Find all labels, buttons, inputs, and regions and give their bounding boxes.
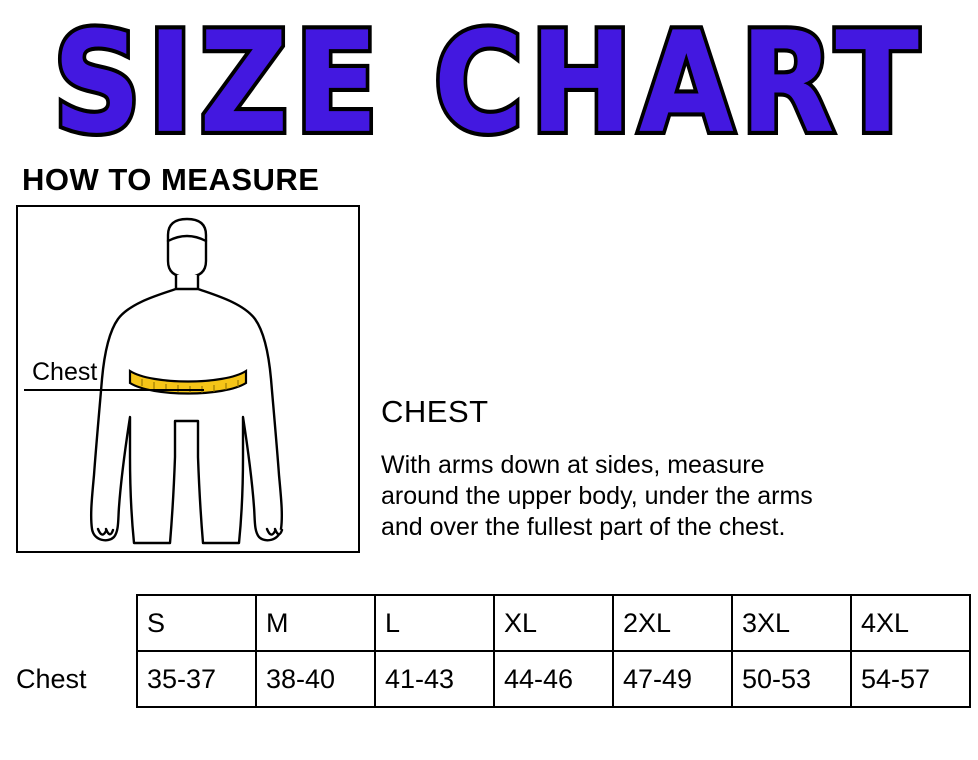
column-header-4xl: 4XL	[851, 595, 970, 651]
measurement-description-body	[381, 450, 973, 543]
chest-label: Chest	[32, 358, 98, 386]
column-header-l: L	[375, 595, 494, 651]
cell-chest-4xl: 54-57	[851, 651, 970, 707]
measurement-description-heading: CHEST	[381, 394, 489, 429]
column-header-3xl: 3XL	[732, 595, 851, 651]
description-line-3: and over the fullest part of the chest.	[381, 513, 786, 541]
row-header-chest: Chest	[16, 663, 87, 694]
table-header-row	[8, 595, 970, 651]
cell-chest-3xl: 50-53	[732, 651, 851, 707]
cell-chest-s: 35-37	[137, 651, 256, 707]
how-to-measure-heading: HOW TO MEASURE	[22, 162, 320, 197]
column-header-m: M	[256, 595, 375, 651]
cell-chest-l: 41-43	[375, 651, 494, 707]
description-line-2: around the upper body, under the arms	[381, 482, 813, 510]
cell-chest-xl: 44-46	[494, 651, 613, 707]
column-header-xl: XL	[494, 595, 613, 651]
size-chart-table	[8, 594, 971, 708]
page-title: SIZE CHART	[52, 1, 926, 164]
cell-chest-m: 38-40	[256, 651, 375, 707]
cell-chest-2xl: 47-49	[613, 651, 732, 707]
column-header-s: S	[137, 595, 256, 651]
chest-leader-line	[24, 389, 204, 391]
table-corner-cell	[8, 595, 137, 651]
page-title-banner	[0, 0, 978, 164]
description-line-1: With arms down at sides, measure	[381, 451, 765, 479]
table-row	[8, 651, 970, 707]
column-header-2xl: 2XL	[613, 595, 732, 651]
